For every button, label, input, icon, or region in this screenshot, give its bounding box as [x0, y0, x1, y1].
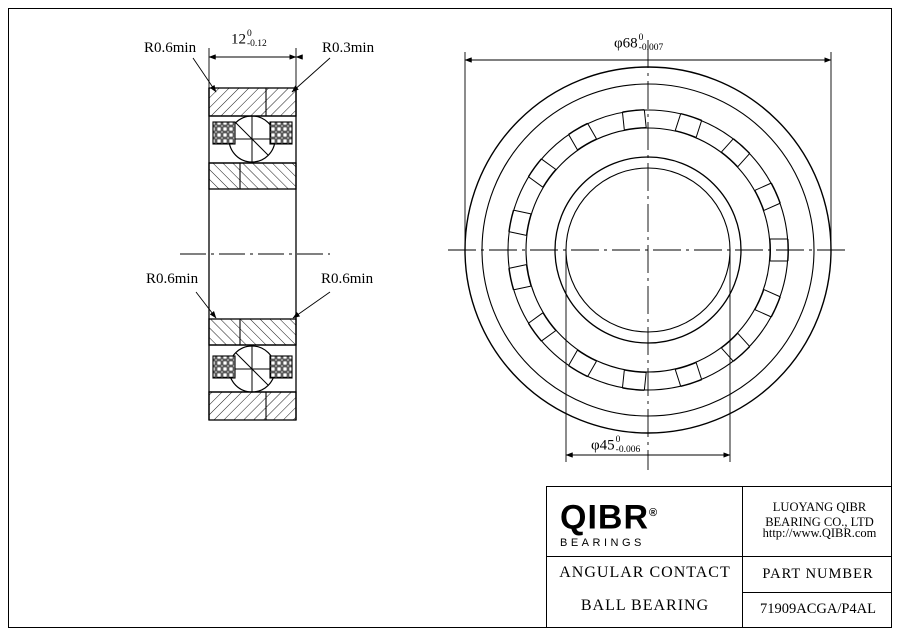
title-block-divider-vertical-top: [742, 486, 743, 556]
company-website[interactable]: http://www.QIBR.com: [762, 526, 877, 540]
logo-subtitle: BEARINGS: [560, 537, 645, 550]
width-dimension: [209, 48, 296, 88]
logo-text: QIBR: [560, 498, 649, 537]
product-type-line2: BALL BEARING: [580, 597, 710, 614]
chamfer-note-top-right: R0.3min: [322, 40, 375, 56]
title-block-divider-partnumber: [742, 592, 892, 593]
chamfer-note-bottom-right: R0.6min: [321, 271, 374, 287]
company-name: LUOYANG QIBR BEARING CO., LTD: [765, 500, 874, 529]
registered-trademark-icon: ®: [649, 507, 659, 519]
part-number-value: 71909ACGA/P4AL: [759, 601, 876, 617]
bore-diameter-label: φ45 0 -0.006: [591, 435, 641, 455]
part-number-label: PART NUMBER: [762, 566, 874, 582]
chamfer-note-bottom-left: R0.6min: [146, 271, 199, 287]
title-block-divider-horizontal: [546, 556, 892, 557]
outer-diameter-label: φ68 0 -0.007: [614, 33, 664, 53]
width-dimension-label: 12 0 -0.12: [231, 29, 267, 49]
chamfer-note-top-left: R0.6min: [144, 40, 197, 56]
product-type-line1: ANGULAR CONTACT: [559, 564, 731, 581]
qibr-logo: [560, 496, 730, 548]
